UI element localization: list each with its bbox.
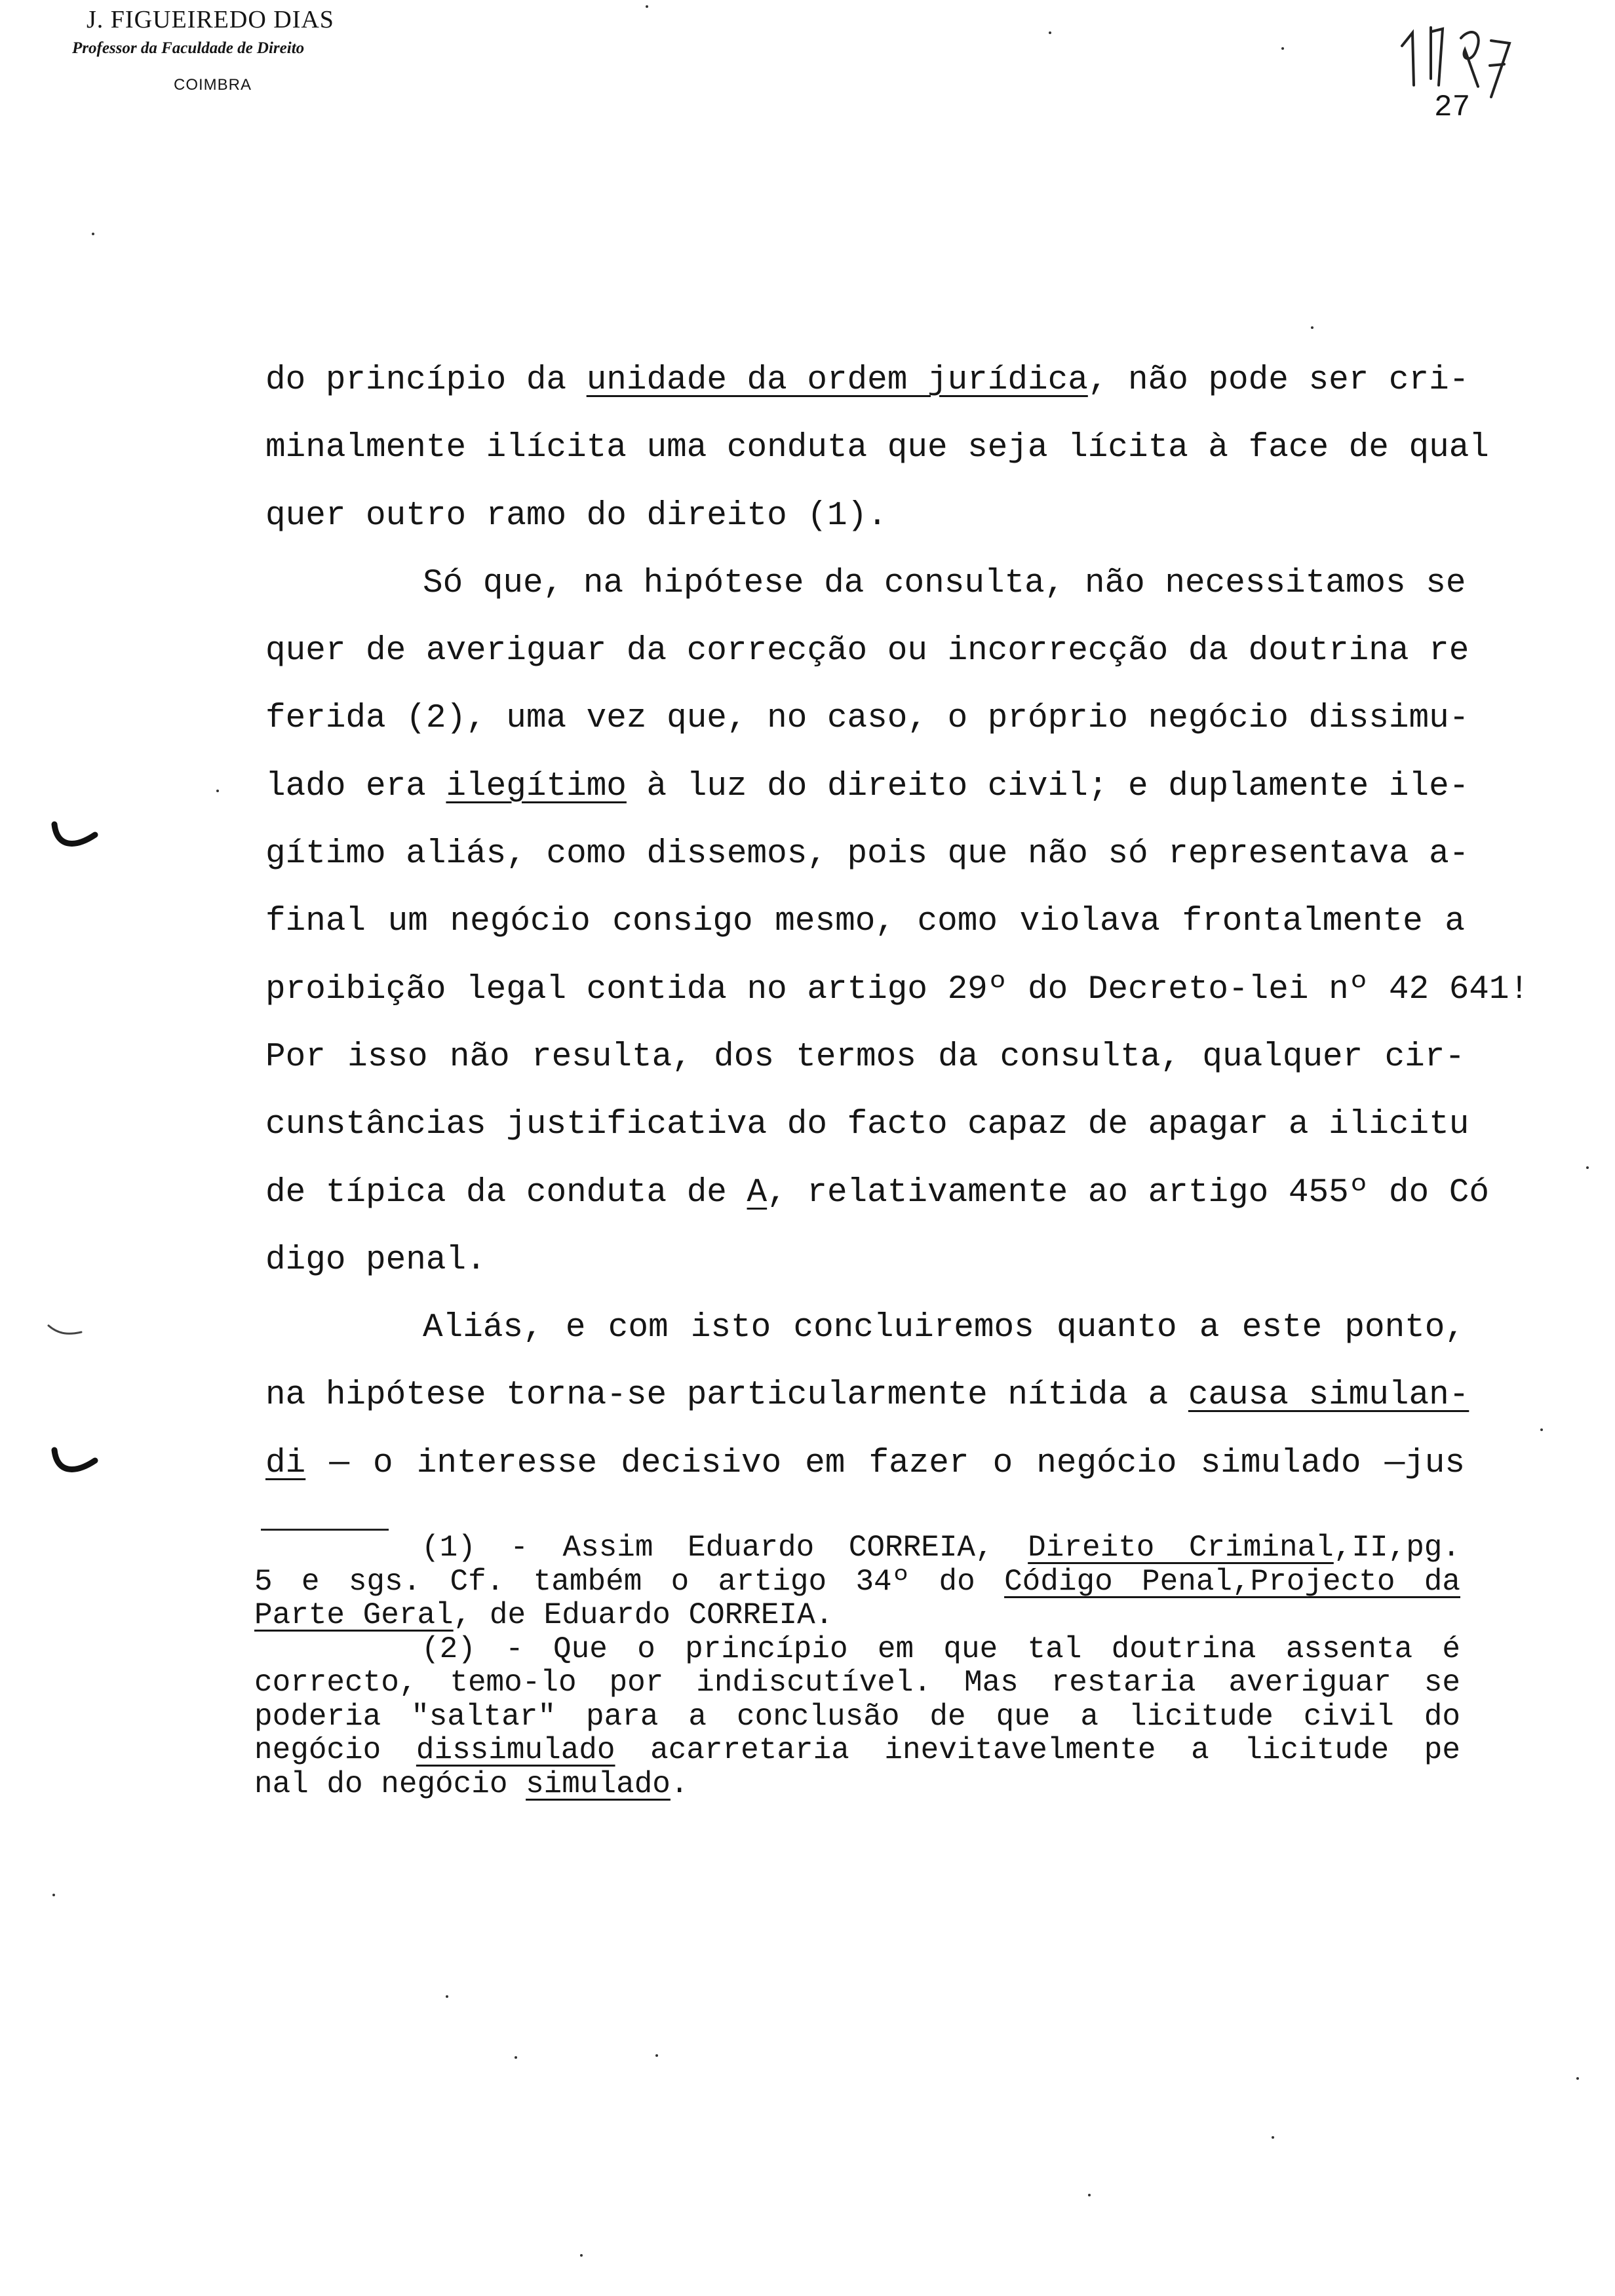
text-line: minalmente ilícita uma conduta que seja lícita à face de qual bbox=[265, 429, 1489, 467]
scan-speck bbox=[515, 2056, 517, 2059]
scan-speck bbox=[92, 233, 94, 235]
underlined-term: Código Penal,Projecto da bbox=[1004, 1564, 1460, 1599]
scan-speck bbox=[646, 5, 648, 8]
underlined-term: dissimulado bbox=[416, 1733, 615, 1767]
scan-speck bbox=[1586, 1166, 1589, 1169]
scan-speck bbox=[1088, 2194, 1091, 2196]
scan-speck bbox=[655, 2054, 658, 2057]
text-line: proibição legal contida no artigo 29º do Decreto-lei nº 42 641! bbox=[265, 970, 1530, 1008]
text-line: ferida (2), uma vez que, no caso, o próprio negócio dissimu- bbox=[265, 700, 1469, 738]
text-line: Aliás, e com isto concluiremos quanto a este ponto, bbox=[423, 1309, 1465, 1347]
text-line: lado era ilegítimo à luz do direito civil; e duplamente ile- bbox=[265, 767, 1469, 805]
scan-speck bbox=[1281, 47, 1284, 50]
scan-speck bbox=[216, 790, 219, 792]
author-name: J. FIGUEIREDO DIAS bbox=[87, 6, 334, 33]
text-line: final um negócio consigo mesmo, como violava frontalmente a bbox=[265, 903, 1465, 941]
text-line: quer outro ramo do direito (1). bbox=[265, 497, 887, 535]
margin-scribble bbox=[46, 1320, 85, 1340]
footnote-line: negócio dissimulado acarretaria inevitavelmente a licitude pe bbox=[254, 1733, 1460, 1767]
footnote-line: 5 e sgs. Cf. também o artigo 34º do Código Penal,Projecto da bbox=[254, 1564, 1460, 1599]
author-city: COIMBRA bbox=[174, 76, 252, 94]
underlined-term: unidade da ordem jurídica bbox=[586, 362, 1088, 399]
text-line: quer de averiguar da correcção ou incorrecção da doutrina re bbox=[265, 632, 1469, 670]
footnote-line: correcto, temo-lo por indiscutível. Mas restaria averiguar se bbox=[254, 1666, 1460, 1700]
text-line: do princípio da unidade da ordem jurídica, não pode ser cri- bbox=[265, 362, 1469, 399]
punch-hole-mark bbox=[49, 819, 102, 858]
scan-speck bbox=[580, 2254, 583, 2257]
scan-speck bbox=[52, 1894, 55, 1896]
underlined-term: A bbox=[747, 1174, 768, 1212]
text-line: na hipótese torna-se particularmente nítida a causa simulan- bbox=[265, 1377, 1469, 1415]
footnote-line: (2) - Que o princípio em que tal doutrina assenta é bbox=[421, 1632, 1460, 1666]
footnote-separator bbox=[261, 1529, 389, 1531]
text-line: Só que, na hipótese da consulta, não necessitamos se bbox=[423, 564, 1466, 602]
scan-speck bbox=[1049, 31, 1051, 34]
text-line: gítimo aliás, como dissemos, pois que não só representava a- bbox=[265, 835, 1469, 873]
body-text bbox=[265, 362, 1530, 1514]
punch-hole-mark bbox=[49, 1445, 102, 1484]
text-line: digo penal. bbox=[265, 1241, 486, 1279]
text-line: di — o interesse decisivo em fazer o negócio simulado —jus bbox=[265, 1444, 1465, 1482]
underlined-term: simulado bbox=[526, 1767, 671, 1801]
underlined-term: ilegítimo bbox=[446, 767, 627, 805]
scan-speck bbox=[1272, 2136, 1274, 2139]
scan-speck bbox=[446, 1995, 448, 1998]
underlined-term: di bbox=[265, 1444, 306, 1482]
footnote-line: nal do negócio simulado. bbox=[254, 1767, 689, 1801]
page-number: 27 bbox=[1434, 90, 1471, 124]
underlined-term: Direito Criminal bbox=[1028, 1531, 1334, 1565]
text-line: de típica da conduta de A, relativamente ao artigo 455º do Có bbox=[265, 1174, 1489, 1212]
author-title: Professor da Faculdade de Direito bbox=[72, 39, 305, 57]
footnote-line: poderia "saltar" para a conclusão de que a licitude civil do bbox=[254, 1699, 1460, 1734]
footnote-line: (1) - Assim Eduardo CORREIA, Direito Criminal,II,pg. bbox=[421, 1531, 1461, 1565]
scan-speck bbox=[1576, 2077, 1579, 2080]
scan-speck bbox=[1540, 1428, 1543, 1431]
handwritten-folio-number bbox=[1393, 13, 1524, 98]
text-line: Por isso não resulta, dos termos da consulta, qualquer cir- bbox=[265, 1038, 1465, 1076]
underlined-term: Parte Geral bbox=[254, 1598, 454, 1632]
footnotes bbox=[254, 1531, 1460, 1801]
underlined-term: causa simulan- bbox=[1188, 1377, 1469, 1415]
scan-speck bbox=[1311, 326, 1313, 329]
text-line: cunstâncias justificativa do facto capaz de apagar a ilicitu bbox=[265, 1106, 1469, 1144]
footnote-line: Parte Geral, de Eduardo CORREIA. bbox=[254, 1598, 834, 1632]
